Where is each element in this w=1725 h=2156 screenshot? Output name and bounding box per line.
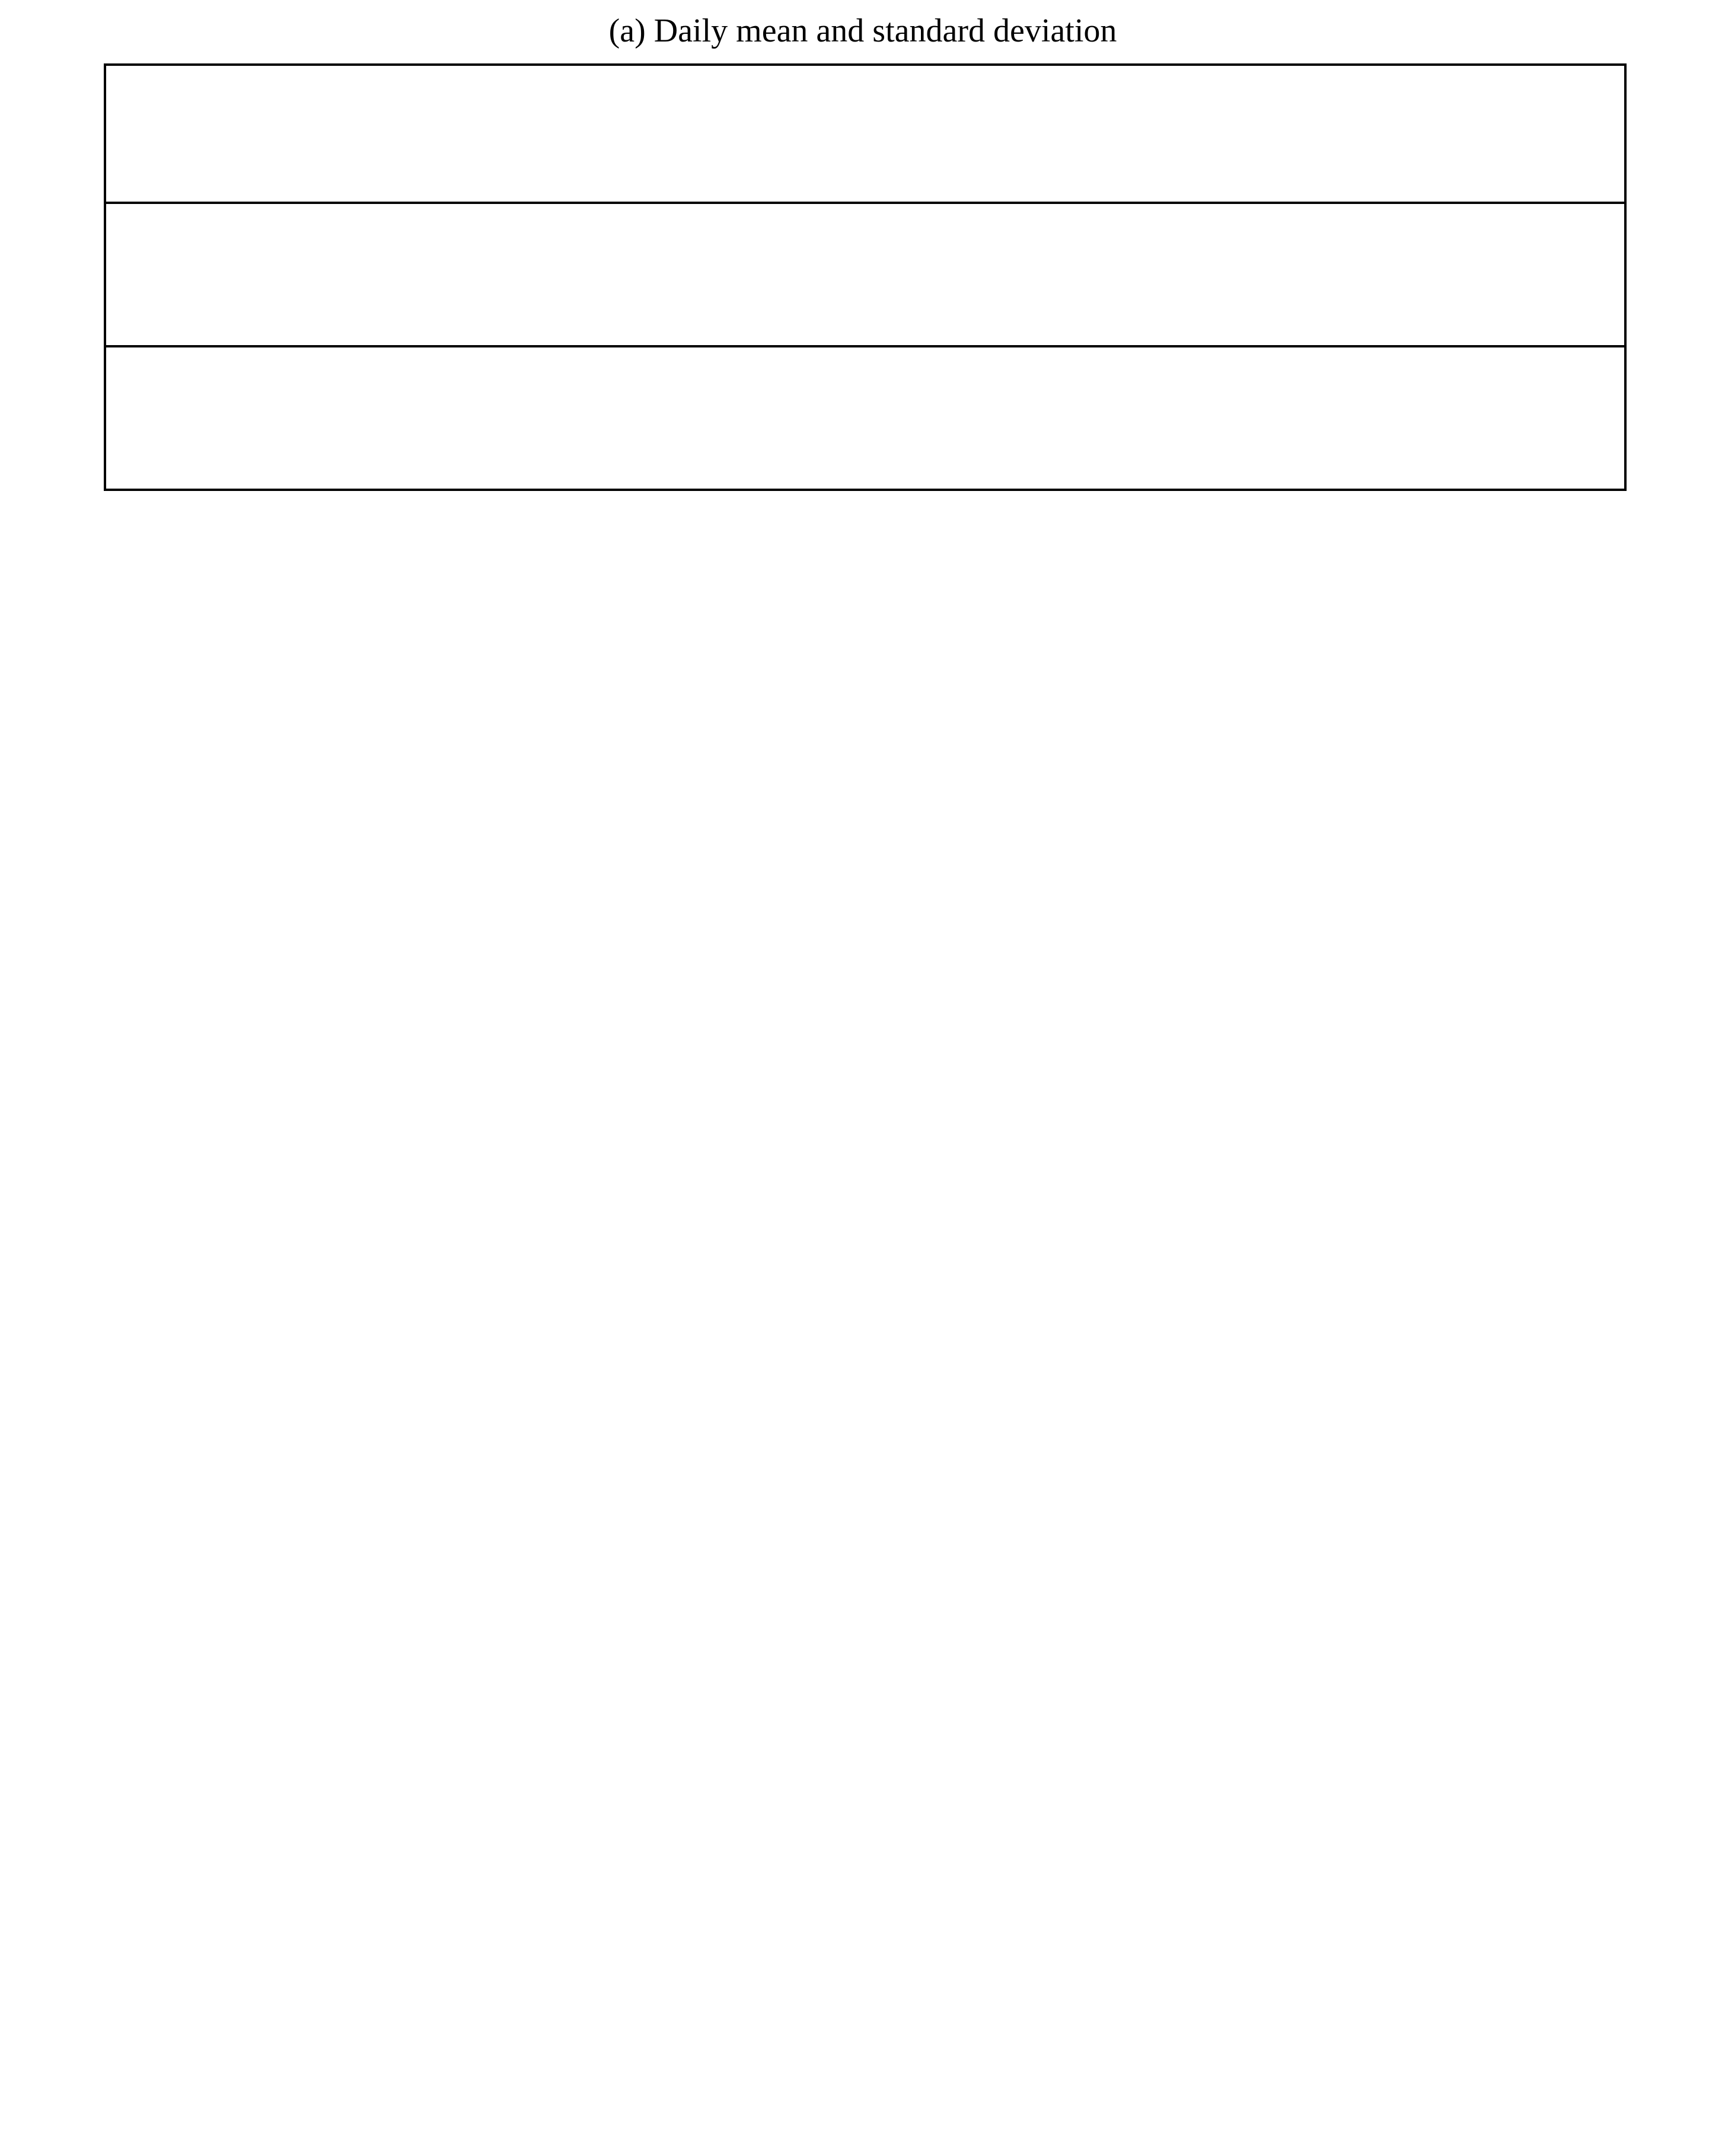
panel-title: (a) Daily mean and standard deviation: [608, 12, 1117, 49]
axes-frame: [105, 65, 1625, 490]
panel-a: [105, 65, 1625, 490]
